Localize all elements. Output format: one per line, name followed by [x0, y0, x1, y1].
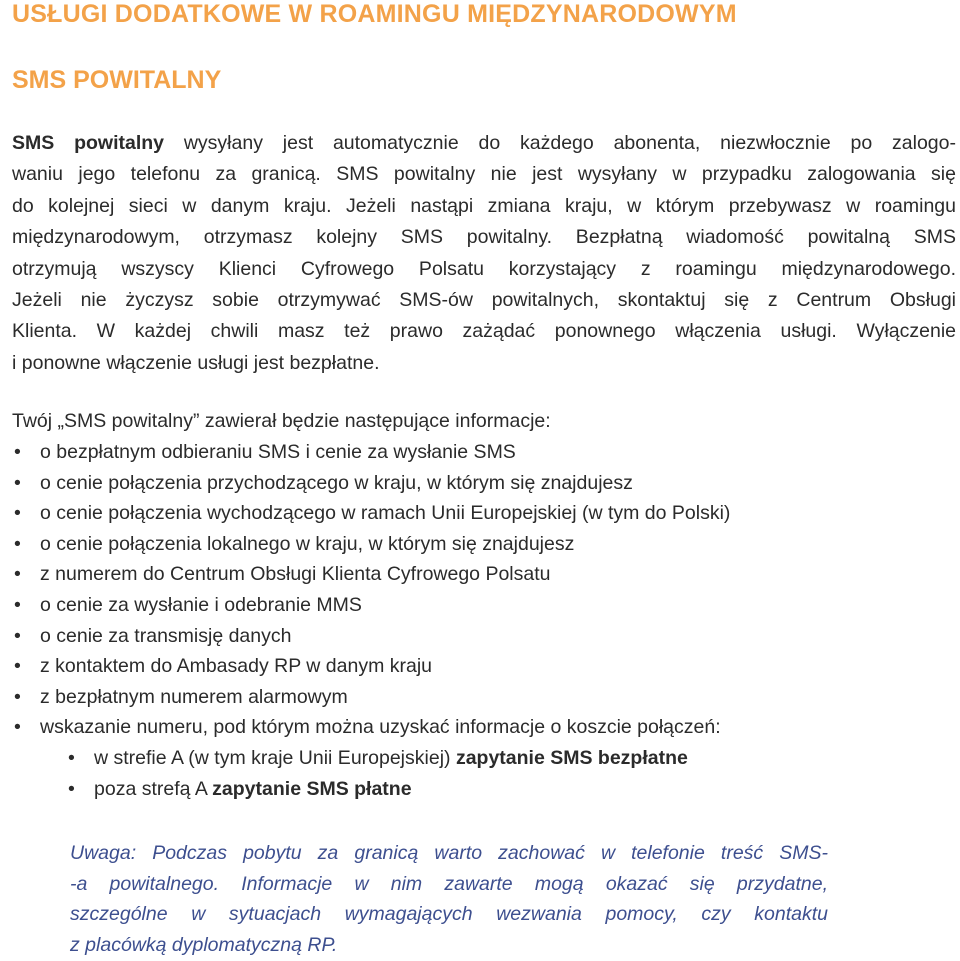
note-line: Uwaga: Podczas pobytu za granicą warto zachować w telefonie treść SMS-: [70, 842, 828, 864]
info-intro: Twój „SMS powitalny” zawierał będzie następujące informacje:: [12, 410, 551, 432]
paragraph-line: międzynarodowym, otrzymasz kolejny SMS powitalny. Bezpłatną wiadomość powitalną SMS: [12, 226, 956, 249]
section-title: SMS POWITALNY: [12, 66, 222, 94]
list-item: • wskazanie numeru, pod którym można uzyskać informacje o koszcie połączeń: • w strefie A (w tym kraje Unii Europejskiej) zapytanie SMS bezpłatne • poza strefą A zapytanie SMS płatne: [12, 712, 730, 804]
paragraph-line: otrzymują wszyscy Klienci Cyfrowego Polsatu korzystający z roamingu międzynarodowego.: [12, 257, 956, 280]
sub-list-item: • w strefie A (w tym kraje Unii Europejskiej) zapytanie SMS bezpłatne: [40, 743, 730, 774]
list-item: • o cenie połączenia przychodzącego w kraju, w którym się znajdujesz: [12, 468, 730, 499]
page-title: USŁUGI DODATKOWE W ROAMINGU MIĘDZYNARODOWYM: [12, 0, 737, 28]
list-item: • z kontaktem do Ambasady RP w danym kraju: [12, 651, 730, 682]
info-list: [12, 437, 730, 804]
list-item: • o cenie za transmisję danych: [12, 621, 730, 652]
paragraph-line: i ponowne włączenie usługi jest bezpłatne.: [12, 351, 380, 374]
list-item: • o bezpłatnym odbieraniu SMS i cenie za wysłanie SMS: [12, 437, 730, 468]
paragraph-line: SMS powitalny wysyłany jest automatycznie do każdego abonenta, niezwłocznie po zalogo-: [12, 132, 956, 154]
note-line: z placówką dyplomatyczną RP.: [70, 933, 338, 956]
warning-note: [70, 838, 828, 960]
paragraph-line: waniu jego telefonu za granicą. SMS powitalny nie jest wysyłany w przypadku zalogowania się: [12, 163, 956, 186]
sub-list: [40, 743, 730, 804]
paragraph-line: do kolejnej sieci w danym kraju. Jeżeli nastąpi zmiana kraju, w którym przebywasz w roamingu: [12, 194, 956, 217]
paragraph-lead: SMS powitalny: [12, 132, 165, 154]
note-line: -a powitalnego. Informacje w nim zawarte mogą okazać się przydatne,: [70, 872, 828, 895]
list-item: • z bezpłatnym numerem alarmowym: [12, 682, 730, 713]
list-item: • o cenie połączenia wychodzącego w ramach Unii Europejskiej (w tym do Polski): [12, 498, 730, 529]
paragraph-line: Klienta. W każdej chwili masz też prawo zażądać ponownego włączenia usługi. Wyłączenie: [12, 320, 956, 343]
list-item: • z numerem do Centrum Obsługi Klienta Cyfrowego Polsatu: [12, 559, 730, 590]
description-paragraph: [12, 128, 956, 379]
list-item: • o cenie za wysłanie i odebranie MMS: [12, 590, 730, 621]
note-line: szczególne w sytuacjach wymagających wezwania pomocy, czy kontaktu: [70, 903, 828, 925]
sub-list-item: • poza strefą A zapytanie SMS płatne: [40, 774, 730, 805]
list-item: • o cenie połączenia lokalnego w kraju, w którym się znajdujesz: [12, 529, 730, 560]
paragraph-line: Jeżeli nie życzysz sobie otrzymywać SMS-ów powitalnych, skontaktuj się z Centrum Obsługi: [12, 289, 956, 312]
